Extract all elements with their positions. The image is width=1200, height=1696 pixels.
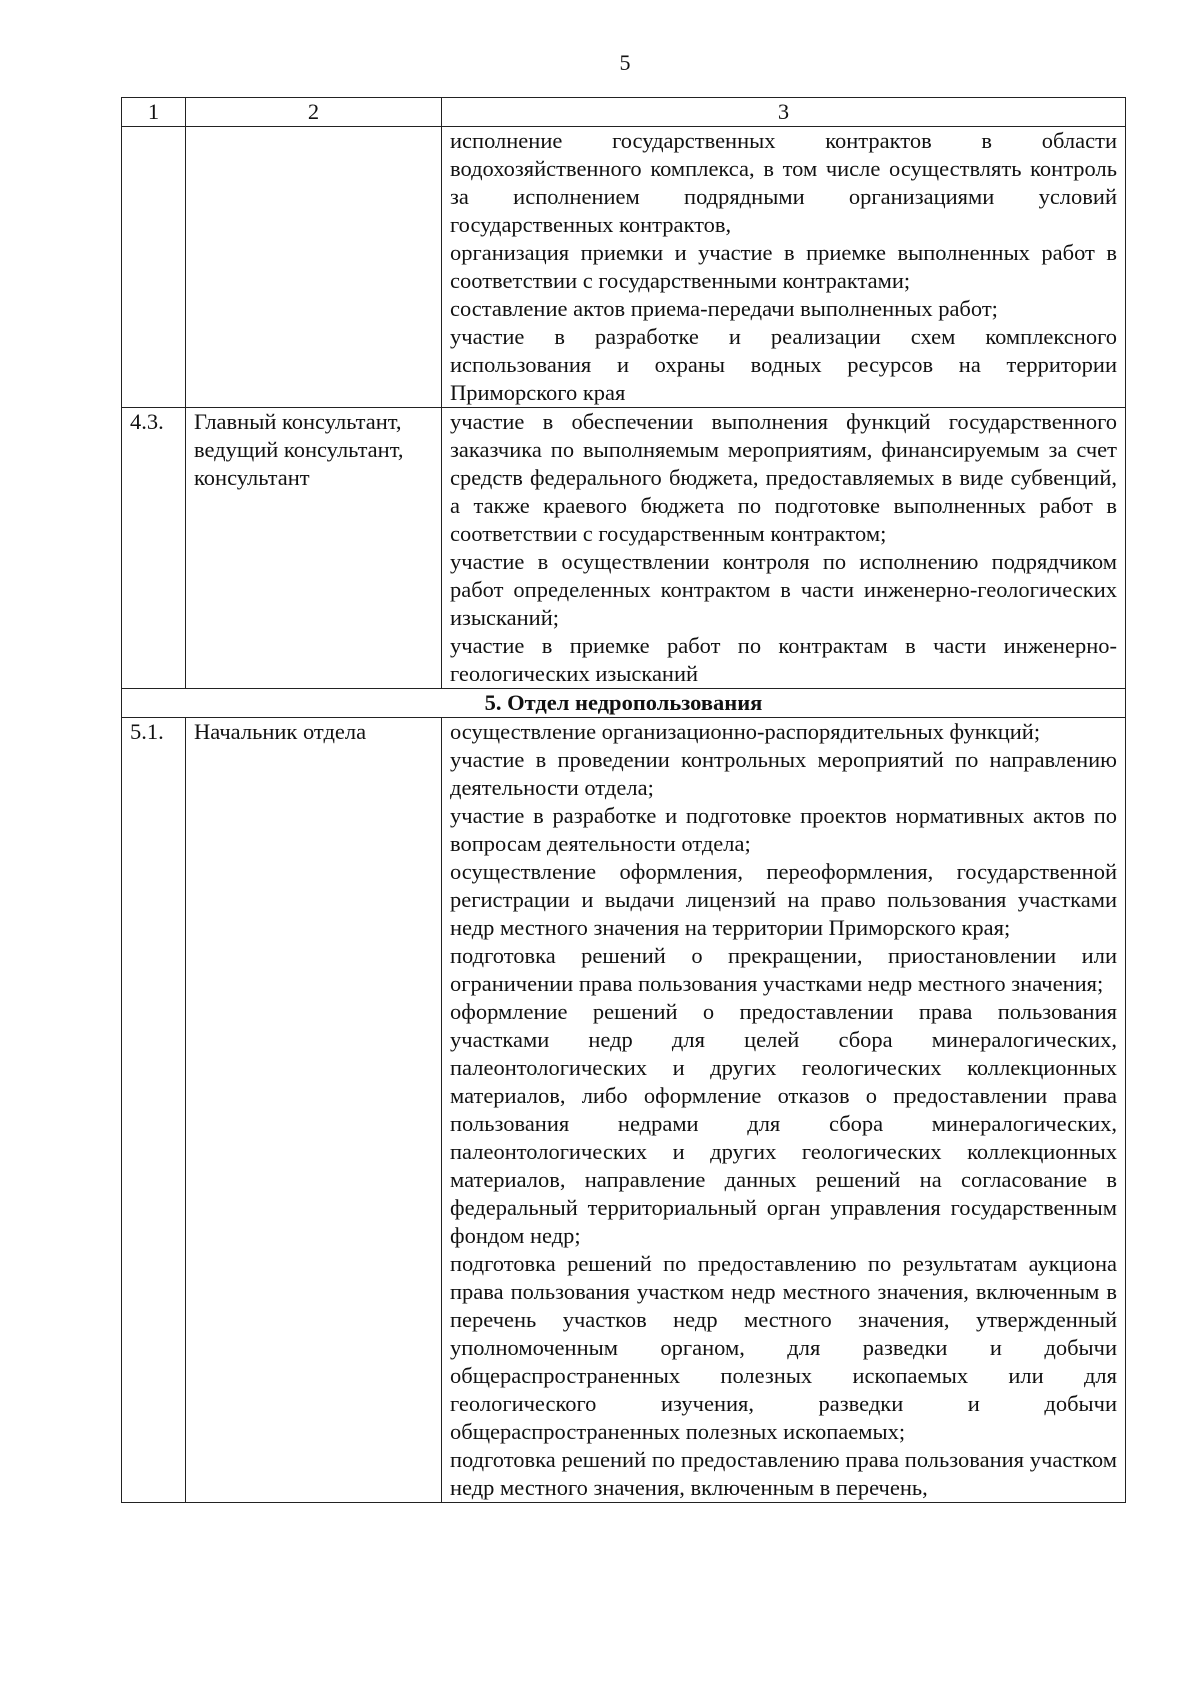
page-number: 5	[619, 50, 631, 75]
duty-item: участие в обеспечении выполнения функций государственного заказчика по выполняемым мероприятиям, финансируемым за счет средств федерального бюджета, предоставляемых в виде субвенций, а также краевого бюджета по подготовке выполненных работ в соответствии с государственным контрактом;	[450, 409, 1117, 546]
duty-item: исполнение государственных контрактов в области водохозяйственного комплекса, в том числе осуществлять контроль за исполнением подрядными организациями условий государственных контрактов,	[450, 128, 1117, 237]
duties-cell	[442, 127, 1126, 408]
section-title: 5. Отдел недропользования	[122, 689, 1126, 718]
duties-cell	[442, 718, 1126, 1503]
row-number	[122, 127, 186, 408]
duty-item: участие в приемке работ по контрактам в части инженерно-геологических изысканий	[450, 633, 1117, 686]
table-row	[122, 127, 1126, 408]
section-row	[122, 689, 1126, 718]
column-header-3: 3	[442, 98, 1126, 127]
position-cell: Главный консультант, ведущий консультант, консультант	[186, 408, 442, 689]
duty-item: участие в проведении контрольных мероприятий по направлению деятельности отдела;	[450, 747, 1117, 800]
column-header-1: 1	[122, 98, 186, 127]
duty-item: подготовка решений по предоставлению по результатам аукциона права пользования участком недр местного значения, включенным в перечень участков недр местного значения, утвержденный уполномоченным органом, для разведки и добычи общераспространенных полезных ископаемых или для геологического изучения, разведки и добычи общераспространенных полезных ископаемых;	[450, 1251, 1117, 1444]
duty-item: составление актов приема-передачи выполненных работ;	[450, 296, 998, 321]
duty-item: организация приемки и участие в приемке выполненных работ в соответствии с государственными контрактами;	[450, 240, 1117, 293]
table-row	[122, 718, 1126, 1503]
duty-item: подготовка решений о прекращении, приостановлении или ограничении права пользования участками недр местного значения;	[450, 943, 1117, 996]
duty-item: участие в разработке и подготовке проектов нормативных актов по вопросам деятельности отдела;	[450, 803, 1117, 856]
row-number: 5.1.	[122, 718, 186, 1503]
duties-table	[121, 97, 1126, 1503]
duty-item: оформление решений о предоставлении права пользования участками недр для целей сбора минералогических, палеонтологических и других геологических коллекционных материалов, либо оформление отказов о предоставлении права пользования недрами для сбора минералогических, палеонтологических и других геологических коллекционных материалов, направление данных решений на согласование в федеральный территориальный орган управления государственным фондом недр;	[450, 999, 1117, 1248]
position-cell: Начальник отдела	[186, 718, 442, 1503]
duty-item: подготовка решений по предоставлению права пользования участком недр местного значения, включенным в перечень,	[450, 1447, 1117, 1500]
duty-item: участие в разработке и реализации схем комплексного использования и охраны водных ресурсов на территории Приморского края	[450, 324, 1117, 405]
duty-item: осуществление оформления, переоформления, государственной регистрации и выдачи лицензий на право пользования участками недр местного значения на территории Приморского края;	[450, 859, 1117, 940]
table-header-row	[122, 98, 1126, 127]
table-row	[122, 408, 1126, 689]
row-number: 4.3.	[122, 408, 186, 689]
duty-item: осуществление организационно-распорядительных функций;	[450, 719, 1041, 744]
duty-item: участие в осуществлении контроля по исполнению подрядчиком работ определенных контрактом в части инженерно-геологических изысканий;	[450, 549, 1117, 630]
column-header-2: 2	[186, 98, 442, 127]
position-cell	[186, 127, 442, 408]
duties-cell	[442, 408, 1126, 689]
